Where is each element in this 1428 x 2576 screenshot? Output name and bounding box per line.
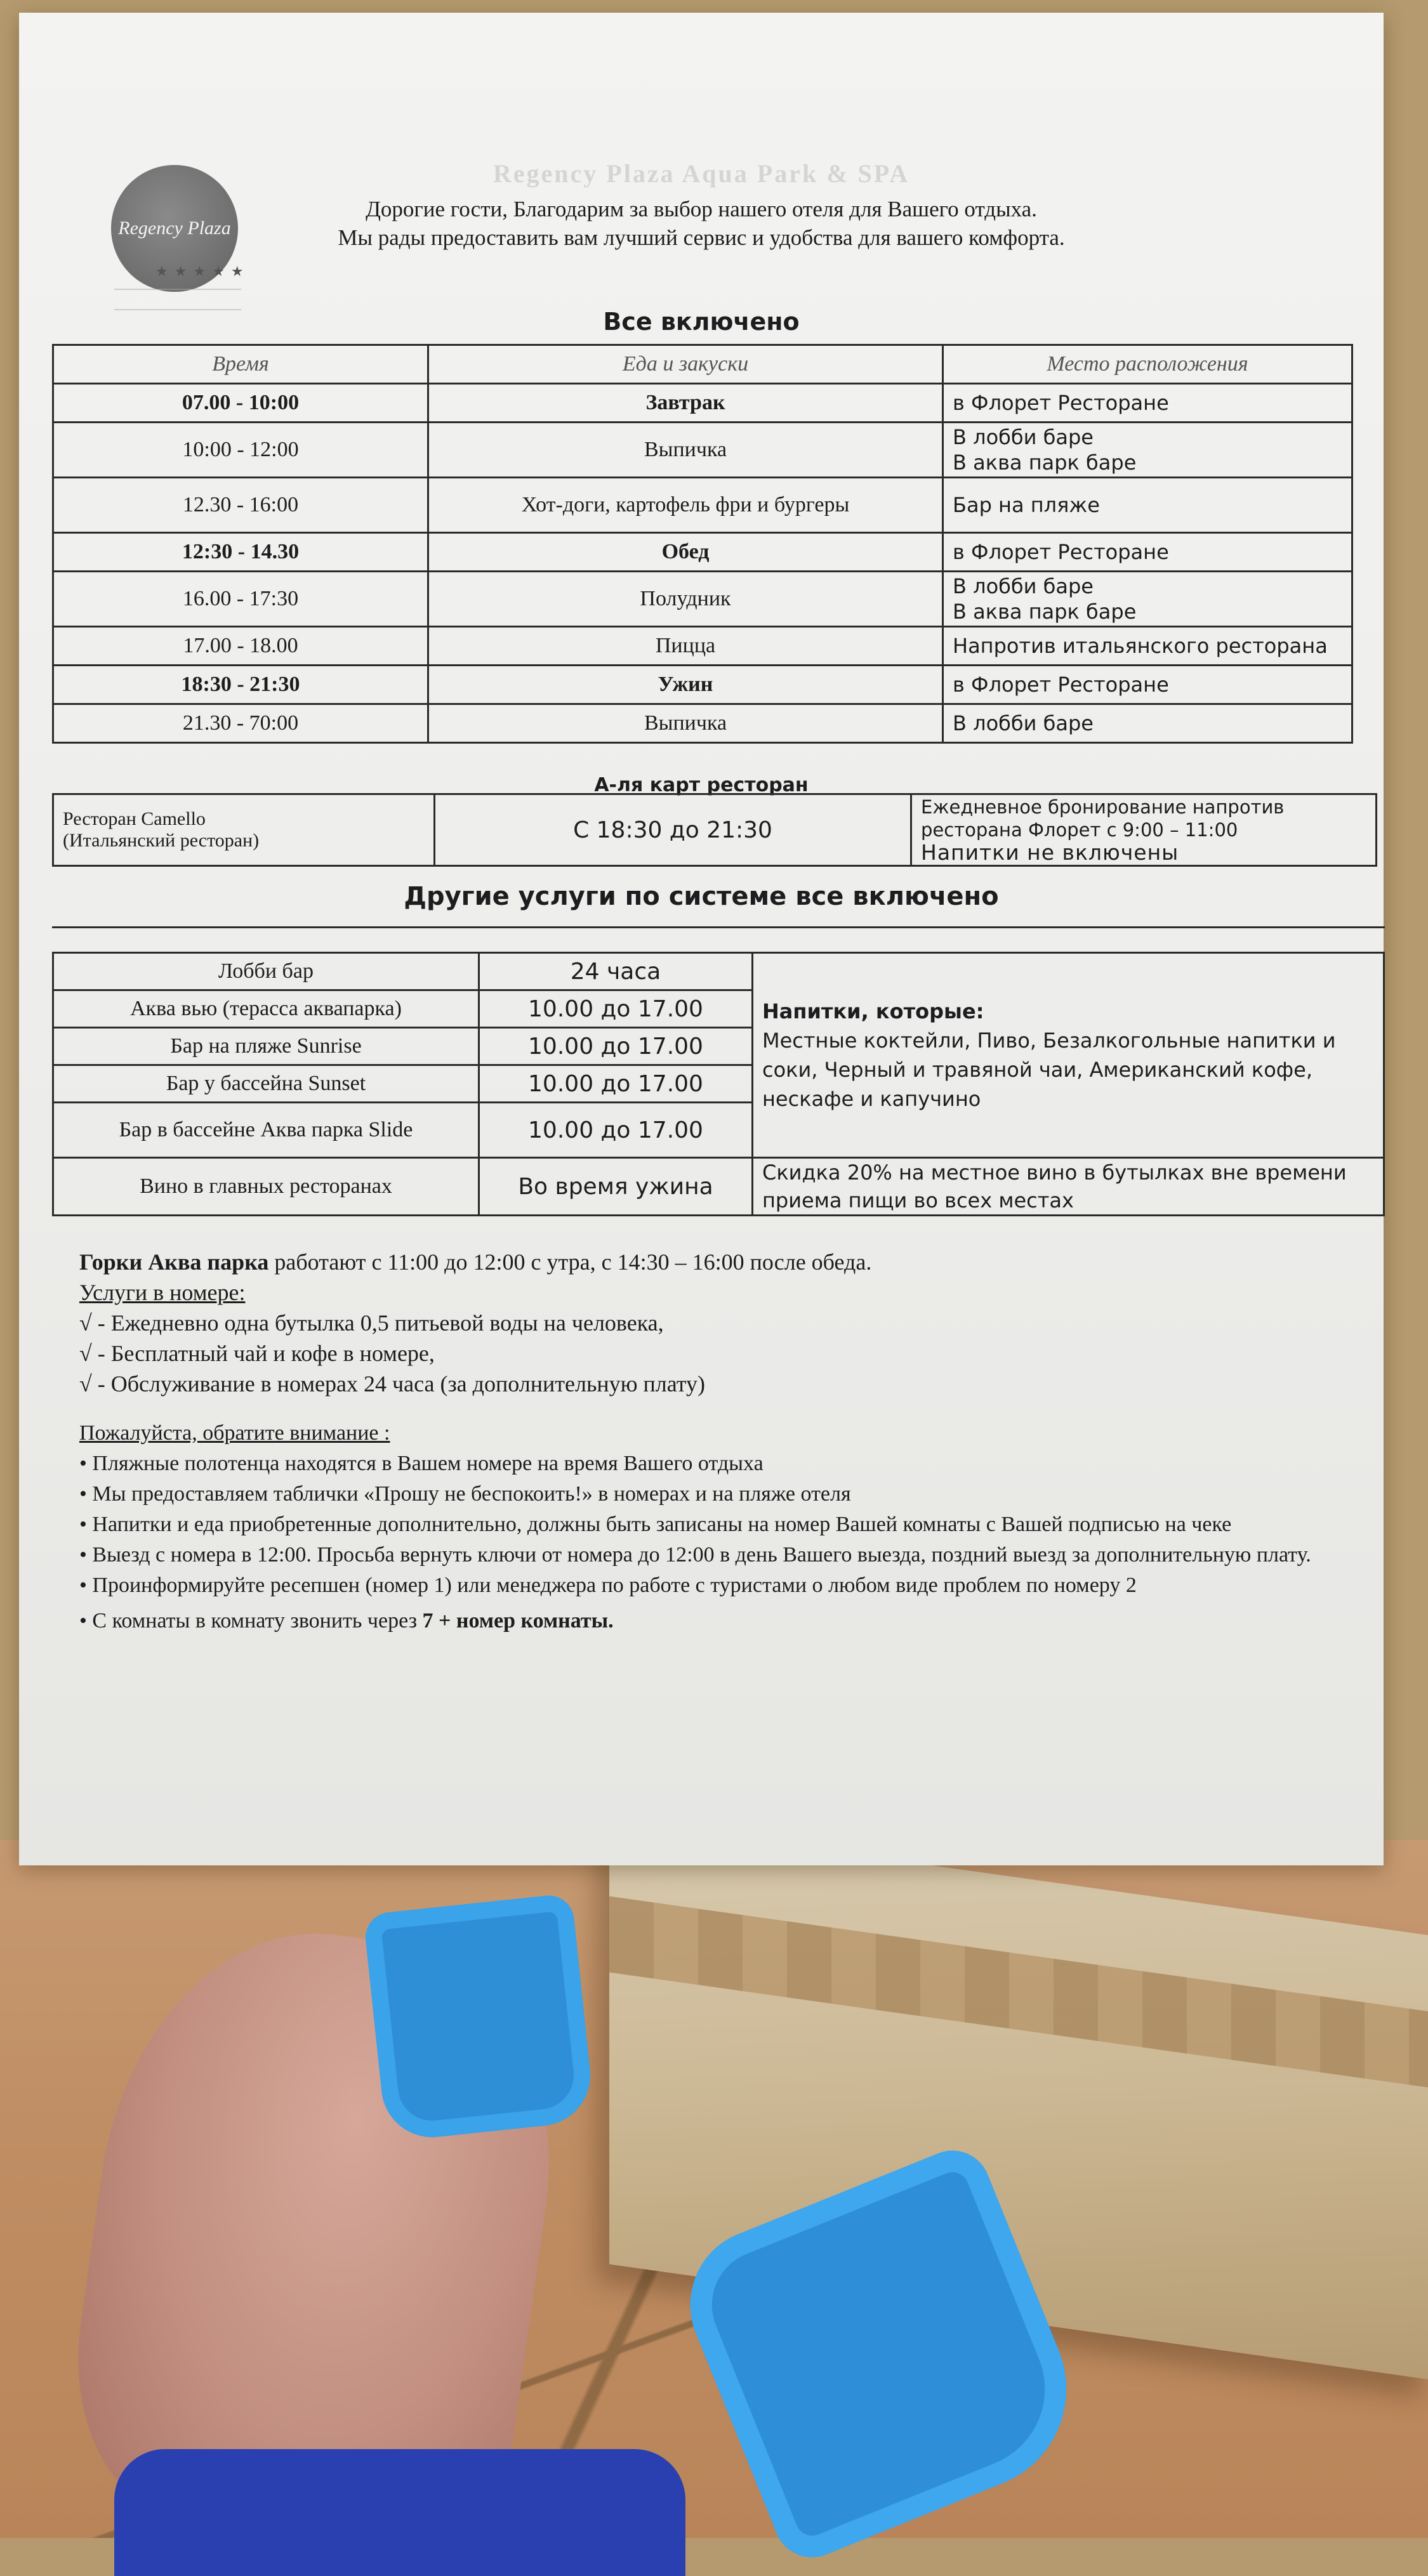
row-place: В лобби баре (943, 704, 1352, 743)
section-divider (52, 926, 1385, 928)
row-item: Выпичка (428, 704, 943, 743)
row-place-line: В аква парк баре (953, 450, 1137, 475)
table-row (53, 794, 1377, 866)
row-place: в Флорет Ресторане (943, 384, 1352, 423)
service-name: Аква вью (терасса аквапарка) (53, 990, 479, 1028)
info-sheet (19, 13, 1384, 1865)
other-services-table (52, 952, 1385, 1216)
table-row (53, 478, 1352, 533)
row-place: Напротив итальянского ресторана (943, 627, 1352, 666)
other-services-title: Другие услуги по системе все включено (404, 882, 999, 911)
list-item: • Мы предоставляем таблички «Прошу не беспокоить!» в номерах и на пляже отеля (79, 1482, 851, 1506)
slides-title: Горки Аква парка (79, 1249, 269, 1275)
list-item-text: Мы предоставляем таблички «Прошу не беспокоить!» в номерах и на пляже отеля (92, 1482, 851, 1506)
alacarte-info-line: Ежедневное бронирование напротив (921, 796, 1285, 818)
wine-discount: Скидка 20% на местное вино в бутылках вне времени приема пищи во всех местах (753, 1158, 1384, 1216)
drinks-title: Напитки, которые: (762, 999, 984, 1023)
row-time: 16.00 - 17:30 (53, 572, 428, 627)
alacarte-name-line: (Итальянский ресторан) (63, 830, 260, 851)
row-time: 07.00 - 10:00 (53, 384, 428, 423)
row-time: 18:30 - 21:30 (53, 666, 428, 704)
row-time: 10:00 - 12:00 (53, 423, 428, 478)
row-time: 12.30 - 16:00 (53, 478, 428, 533)
drinks-text: Местные коктейли, Пиво, Безалкогольные напитки и соки, Черный и травяной чаи, Американский кофе, нескафе и капучино (762, 1028, 1336, 1111)
service-hours: 10.00 до 17.00 (479, 1028, 753, 1065)
attention-title: Пожалуйста, обратите внимание : (79, 1421, 390, 1445)
alacarte-info-line: Напитки не включены (921, 840, 1179, 865)
row-item: Обед (428, 533, 943, 572)
blue-skirt (114, 2449, 685, 2576)
row-item: Полудник (428, 572, 943, 627)
service-name: Лобби бар (53, 953, 479, 990)
logo-stars: ★★★★★ (155, 263, 250, 279)
service-hours: 10.00 до 17.00 (479, 1103, 753, 1158)
wine-name: Вино в главных ресторанах (53, 1158, 479, 1216)
service-hours: 10.00 до 17.00 (479, 990, 753, 1028)
row-place: Бар на пляже (943, 478, 1352, 533)
list-item-text: Проинформируйте ресепшен (номер 1) или менеджера по работе с туристами о любом виде проблем по номеру 2 (92, 1574, 1137, 1597)
call-text: С комнаты в комнату звонить через (92, 1609, 423, 1633)
service-name: Бар в бассейне Аква парка Slide (53, 1103, 479, 1158)
header-food: Еда и закуски (428, 345, 943, 384)
alacarte-name-line: Ресторан Camello (63, 808, 206, 829)
table-row (53, 704, 1352, 743)
row-time: 21.30 - 70:00 (53, 704, 428, 743)
list-item: • Проинформируйте ресепшен (номер 1) или менеджера по работе с туристами о любом виде проблем по номеру 2 (79, 1574, 1137, 1597)
row-place-line: В лобби баре (953, 574, 1094, 598)
call-bold: 7 + номер комнаты. (422, 1609, 614, 1633)
alacarte-title: А-ля карт ресторан (594, 774, 809, 796)
slides-text: работают с 11:00 до 12:00 с утра, с 14:30 – 16:00 после обеда. (268, 1249, 872, 1275)
row-place: в Флорет Ресторане (943, 533, 1352, 572)
row-place: в Флорет Ресторане (943, 666, 1352, 704)
wine-hours: Во время ужина (479, 1158, 753, 1216)
greeting-line-2: Мы рады предоставить вам лучший сервис и удобства для вашего комфорта. (338, 225, 1065, 250)
room-services-title: Услуги в номере: (79, 1280, 246, 1305)
room-service-item: √ - Ежедневно одна бутылка 0,5 питьевой воды на человека, (79, 1310, 664, 1336)
blue-sandal-left (363, 1893, 595, 2143)
all-inclusive-title: Все включено (603, 308, 800, 336)
row-place-line: В лобби баре (953, 425, 1094, 449)
all-inclusive-table (52, 344, 1353, 744)
row-item: Пицца (428, 627, 943, 666)
alacarte-info-line: ресторана Флорет с 9:00 – 11:00 (921, 819, 1238, 841)
header-location: Место расположения (943, 345, 1352, 384)
room-service-item: √ - Обслуживание в номерах 24 часа (за дополнительную плату) (79, 1371, 706, 1396)
room-service-item: √ - Бесплатный чай и кофе в номере, (79, 1341, 435, 1366)
list-item-text: Пляжные полотенца находятся в Вашем номере на время Вашего отдыха (92, 1452, 764, 1475)
list-item: • Напитки и еда приобретенные дополнительно, должны быть записаны на номер Вашей комнаты с Вашей подписью на чеке (79, 1513, 1232, 1536)
table-row (53, 1158, 1384, 1216)
table-row (53, 572, 1352, 627)
list-item: • С комнаты в комнату звонить через 7 + номер комнаты. (79, 1609, 614, 1633)
service-name: Бар у бассейна Sunset (53, 1065, 479, 1103)
list-item: • Выезд с номера в 12:00. Просьба вернуть ключи от номера до 12:00 в день Вашего выезда, поздний выезд за дополнительную плату. (79, 1543, 1311, 1567)
row-place (943, 572, 1352, 627)
row-time: 12:30 - 14.30 (53, 533, 428, 572)
table-row (53, 423, 1352, 478)
logo-text: Regency Plaza (118, 218, 231, 239)
service-name: Бар на пляже Sunrise (53, 1028, 479, 1065)
row-place-line: В аква парк баре (953, 600, 1137, 624)
alacarte-name (53, 794, 435, 866)
list-item-text: Выезд с номера в 12:00. Просьба вернуть ключи от номера до 12:00 в день Вашего выезда, поздний выезд за дополнительную плату. (92, 1543, 1311, 1567)
logo-subline (114, 289, 241, 310)
service-hours: 24 часа (479, 953, 753, 990)
row-item: Ужин (428, 666, 943, 704)
alacarte-info (911, 794, 1377, 866)
drinks-info (753, 953, 1384, 1158)
table-row (53, 953, 1384, 990)
row-time: 17.00 - 18.00 (53, 627, 428, 666)
extra-info (79, 1247, 1368, 1399)
row-item: Завтрак (428, 384, 943, 423)
row-item: Хот-доги, картофель фри и бургеры (428, 478, 943, 533)
list-item: • Пляжные полотенца находятся в Вашем номере на время Вашего отдыха (79, 1452, 764, 1475)
table-row (53, 627, 1352, 666)
alacarte-hours: С 18:30 до 21:30 (435, 794, 911, 866)
alacarte-table (52, 793, 1377, 867)
table-row (53, 384, 1352, 423)
row-item: Выпичка (428, 423, 943, 478)
greeting-line-1: Дорогие гости, Благодарим за выбор нашего отеля для Вашего отдыха. (366, 197, 1037, 221)
list-item-text: Напитки и еда приобретенные дополнительно, должны быть записаны на номер Вашей комнаты с Вашей подписью на чеке (92, 1513, 1232, 1536)
table-row (53, 533, 1352, 572)
attention-notes (79, 1418, 1368, 1636)
header-time: Время (53, 345, 428, 384)
hotel-name: Regency Plaza Aqua Park & SPA (493, 159, 910, 188)
table-row (53, 666, 1352, 704)
row-place (943, 423, 1352, 478)
service-hours: 10.00 до 17.00 (479, 1065, 753, 1103)
